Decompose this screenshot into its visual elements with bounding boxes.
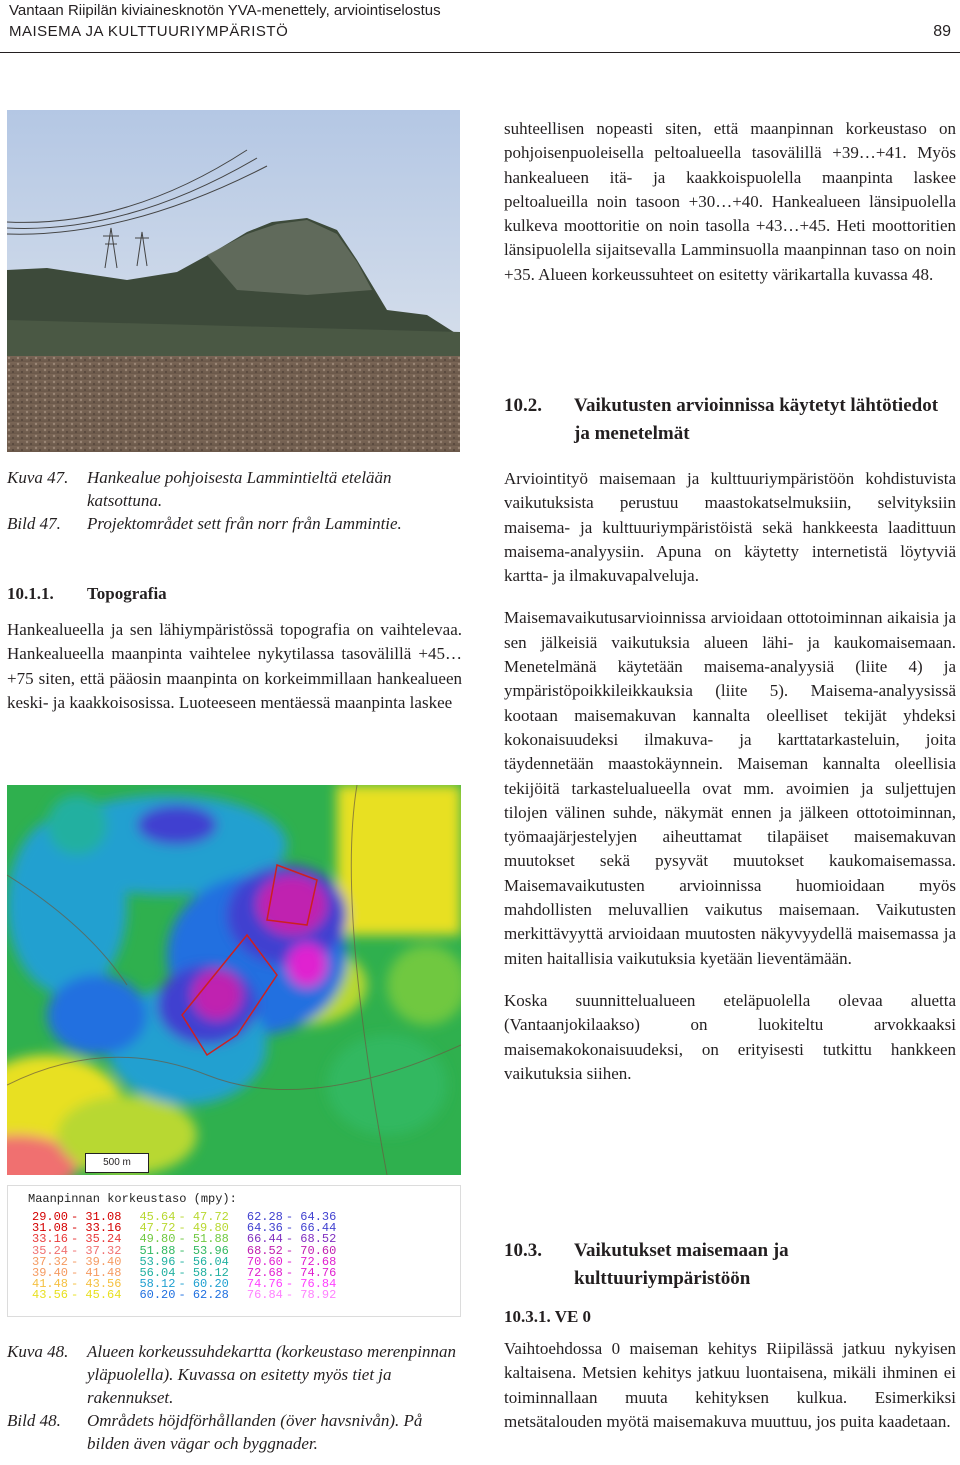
elevation-map bbox=[7, 785, 461, 1175]
legend-value: - 58.12 bbox=[178, 1266, 229, 1281]
legend-value: 72.68 bbox=[246, 1266, 283, 1281]
ve0-paragraph: Vaihtoehdossa 0 maiseman kehitys Riipilässä jatkuu nykyisen kaltaisena. Metsien kehitys jatkuu luontaisena, mikäli ihminen ei toiminnallaan muuta kehityksen kulkua. Esimerkiksi metsätalouden myötä maisemakuva muuttuu, jos puita kaadetaan. bbox=[504, 1339, 956, 1431]
legend-value: 47.72 bbox=[139, 1221, 176, 1236]
legend-value: - 56.04 bbox=[178, 1254, 229, 1269]
legend-value: - 51.88 bbox=[178, 1232, 229, 1247]
methods-paragraph-2: Maisemavaikutusarvioinnissa arvioidaan ottotoiminnan aikaisia ja sen jälkeisiä vaikutuksia alueen lähi- ja kaukomaisemaan. Menetelmänä käytetään maisema-analyysiä (liite 4) ja ympäristöpoikkileikkauksia (liite 5). Maisema-analyysissä kootaan maisemakuvan kannalta oleelliset tekijät yhdeksi kokonaisuudeksi ilmakuva- ja karttatarkasteluin, joita täydennetään maastokäynnein. Maiseman kannalta oleellisia tekijöitä tarkastelualueella ovat mm. avoimien ja suljettujen tilojen välinen suhde, näkymät ennen ja jälkeen ottotoiminnan, työmaajärjestelyjen aiheuttamat tilapäiset maisemakuvan muutokset sekä pysyvät muutokset kaukomaisemassa. Maisemavaikutusten arvioinnissa huomioidaan myös mahdollisten meluvallien vaikutus maisemaan. Vaikutusten merkittävyyttä arvioidaan muutosten näkyvyydellä maisemassa ja miten haitallisia vaikutuksia kyetään lieventämään. bbox=[504, 608, 956, 968]
legend-value: - 39.40 bbox=[71, 1254, 122, 1269]
legend-value: 29.00 bbox=[32, 1210, 69, 1224]
section-heading-10-2 bbox=[504, 392, 956, 448]
legend-value: - 53.96 bbox=[178, 1243, 229, 1258]
document-title: Vantaan Riipilän kiviainesknotön YVA-menettely, arviointiselostus bbox=[9, 2, 441, 19]
legend-value: - 31.08 bbox=[71, 1210, 122, 1224]
legend-value: 70.60 bbox=[246, 1254, 283, 1269]
section-number: 10.3. bbox=[504, 1240, 542, 1261]
map-scale-bar: 500 m bbox=[85, 1153, 149, 1173]
legend-value: 39.40 bbox=[32, 1266, 69, 1281]
section-title: Vaikutusten arvioinnissa käytetyt lähtötiedot ja menetelmät bbox=[574, 395, 939, 444]
legend-row bbox=[32, 1290, 354, 1301]
legend-value: 74.76 bbox=[246, 1277, 283, 1292]
legend-value: - 62.28 bbox=[178, 1288, 229, 1303]
topography-continued-paragraph: suhteellisen nopeasti siten, että maanpinnan korkeustaso on pohjoisenpuoleisella peltoalueella tasovälillä +39…+41. Myös hankealueen itä- ja kaakkoispuolella maanpinta laskee peltoalueilla noin tasoon +30…+40. Hankealueen länsipuolella kulkeva moottoritie on noin tasolla +43…+45. Heti moottoritien länsipuolella sijaitsevalla Lamminsuolla maanpinnan taso on noin +35. Alueen korkeussuhteet on esitetty värikartalla kuvassa 48. bbox=[504, 119, 956, 284]
legend-value: - 35.24 bbox=[71, 1232, 122, 1247]
page-number: 89 bbox=[933, 23, 951, 40]
legend-value: 66.44 bbox=[246, 1232, 283, 1247]
legend-value: 37.32 bbox=[32, 1254, 69, 1269]
legend-value: - 43.56 bbox=[71, 1277, 122, 1292]
section-heading-10-3 bbox=[504, 1237, 956, 1293]
legend-value: 60.20 bbox=[139, 1288, 176, 1303]
section-heading-topografia bbox=[7, 580, 462, 608]
caption-text: Områdets höjdförhållanden (över havsnivån). På bilden även vägar och byggnader. bbox=[87, 1411, 423, 1453]
legend-value: - 64.36 bbox=[285, 1210, 337, 1224]
caption-label: Bild 48. bbox=[7, 1411, 61, 1430]
header-rule bbox=[0, 52, 960, 53]
caption-text: Projektområdet sett från norr från Lammintie. bbox=[87, 514, 402, 533]
legend-value: 33.16 bbox=[32, 1232, 69, 1247]
caption-text: Hankealue pohjoisesta Lammintieltä etelään katsottuna. bbox=[87, 468, 392, 510]
legend-table bbox=[32, 1212, 354, 1302]
legend-value: 76.84 bbox=[246, 1288, 283, 1303]
photo-caption-sv bbox=[7, 512, 460, 535]
section-title: Vaikutukset maisemaan ja kulttuuriympäristöön bbox=[574, 1240, 789, 1289]
legend-value: 64.36 bbox=[246, 1221, 283, 1236]
legend-value: - 72.68 bbox=[285, 1254, 337, 1269]
legend-value: - 45.64 bbox=[71, 1288, 122, 1303]
legend-value: - 33.16 bbox=[71, 1221, 122, 1236]
legend-value: - 66.44 bbox=[285, 1221, 337, 1236]
map-caption-fi bbox=[7, 1340, 462, 1409]
legend-value: - 76.84 bbox=[285, 1277, 337, 1292]
legend-value: 53.96 bbox=[139, 1254, 176, 1269]
topography-paragraph: Hankealueella ja sen lähiympäristössä topografia on vaihtelevaa. Hankealueella maanpinta vaihtelee nykytilassa tasovälillä +45…+75 siten, että pääosin maanpinta on korkeimmillaan hankealueen keski- ja kaakkoisosissa. Luoteeseen mentäessä maanpinta laskee bbox=[7, 620, 462, 712]
legend-value: 62.28 bbox=[246, 1210, 283, 1224]
legend-value: 56.04 bbox=[139, 1266, 176, 1281]
legend-value: 31.08 bbox=[32, 1221, 69, 1236]
legend-value: - 74.76 bbox=[285, 1266, 337, 1281]
legend-value: 58.12 bbox=[139, 1277, 176, 1292]
subsection-heading-ve0: 10.3.1. VE 0 bbox=[504, 1307, 592, 1326]
legend-value: 45.64 bbox=[139, 1210, 176, 1224]
methods-paragraph-1: Arviointityö maisemaan ja kulttuuriympäristöön kohdistuvista vaikutuksista perustuu maastokatselmuksiin, selvityksiin maisema- ja kulttuuriympäristöistä sekä hankkeesta laadittuun maisema-analyysiin. Apuna on käytetty internetistä löytyviä kartta- ja ilmakuvapalveluja. bbox=[504, 469, 956, 586]
map-caption-sv bbox=[7, 1409, 462, 1455]
caption-label: Bild 47. bbox=[7, 514, 61, 533]
methods-paragraph-3: Koska suunnittelualueen eteläpuolella olevaa aluetta (Vantaanjokilaakso) on luokiteltu arvokkaaksi maisemakokonaisuudeksi, on erityisesti tutkittu hankkeen vaikutuksia siihen. bbox=[504, 990, 956, 1083]
legend-value: - 37.32 bbox=[71, 1243, 122, 1258]
legend-value: - 68.52 bbox=[285, 1232, 337, 1247]
legend-value: 35.24 bbox=[32, 1243, 69, 1258]
legend-value: 41.48 bbox=[32, 1277, 69, 1292]
legend-title: Maanpinnan korkeustaso (mpy): bbox=[28, 1192, 237, 1206]
legend-value: - 70.60 bbox=[285, 1243, 337, 1258]
legend-value: 68.52 bbox=[246, 1243, 283, 1258]
section-title: Topografia bbox=[87, 584, 167, 603]
caption-label: Kuva 48. bbox=[7, 1342, 69, 1361]
legend-value: - 41.48 bbox=[71, 1266, 122, 1281]
legend-value: - 49.80 bbox=[178, 1221, 229, 1236]
legend-value: - 78.92 bbox=[285, 1288, 337, 1303]
legend-value: 43.56 bbox=[32, 1288, 69, 1303]
section-number: 10.2. bbox=[504, 395, 542, 416]
legend-value: - 60.20 bbox=[178, 1277, 229, 1292]
section-number: 10.1.1. bbox=[7, 584, 54, 603]
photo-caption-fi bbox=[7, 466, 460, 512]
caption-text: Alueen korkeussuhdekartta (korkeustaso merenpinnan yläpuolella). Kuvassa on esitetty myös tiet ja rakennukset. bbox=[87, 1342, 457, 1407]
elevation-legend bbox=[7, 1185, 461, 1317]
landscape-photo bbox=[7, 110, 460, 452]
legend-value: - 47.72 bbox=[178, 1210, 229, 1224]
legend-value: 51.88 bbox=[139, 1243, 176, 1258]
caption-label: Kuva 47. bbox=[7, 468, 69, 487]
section-header: MAISEMA JA KULTTUURIYMPÄRISTÖ bbox=[9, 23, 289, 40]
legend-value: 49.80 bbox=[139, 1232, 176, 1247]
